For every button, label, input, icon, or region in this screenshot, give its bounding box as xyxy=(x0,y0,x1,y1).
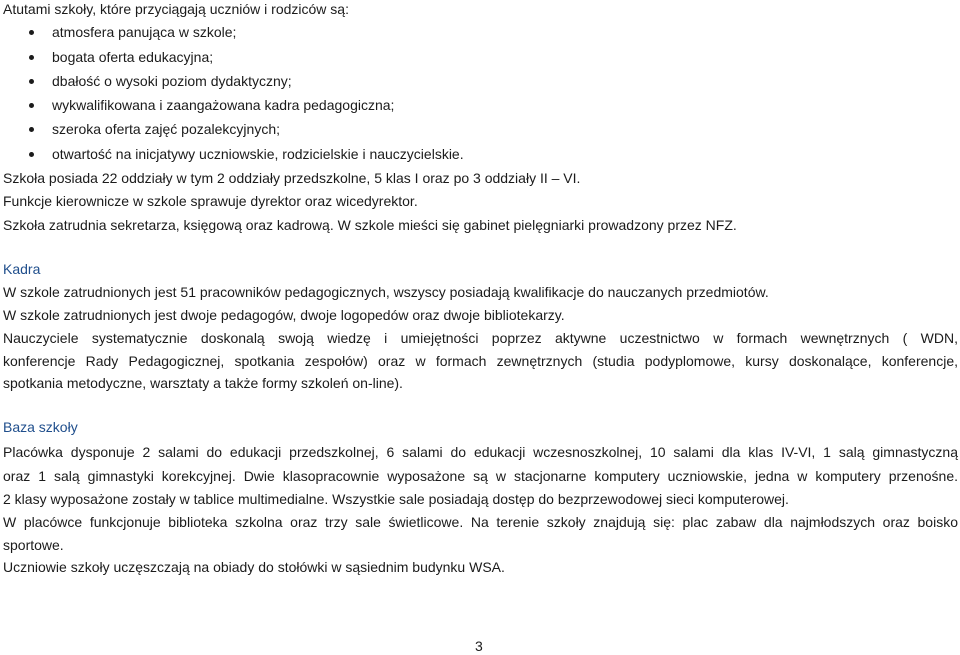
section-heading-baza: Baza szkoły xyxy=(3,419,78,435)
bullet-icon xyxy=(29,152,34,157)
bullet-icon xyxy=(29,127,34,132)
baza-line: 2 klasy wyposażone zostały w tablice multimedialne. Wszystkie sale posiadają dostęp do bezprzewodowej sieci komputerowej. xyxy=(3,491,789,507)
bullet-icon xyxy=(29,79,34,84)
baza-line: oraz 1 salą gimnastyki korekcyjnej. Dwie klasopracownie wyposażone są w stacjonarne komputery uczniowskie, jedna w komputery przenośne. xyxy=(3,468,958,484)
kadra-line: spotkania metodyczne, warsztaty a także formy szkoleń on-line). xyxy=(3,375,403,391)
bullet-icon xyxy=(29,30,34,35)
bullet-icon xyxy=(29,55,34,60)
kadra-line: konferencje Rady Pedagogicznej, spotkania zespołów) oraz w formach zewnętrznych (studia podyplomowe, kursy doskonalące, konferencje, xyxy=(3,353,958,369)
school-info-line: Szkoła posiada 22 oddziały w tym 2 oddziały przedszkolne, 5 klas I oraz po 3 oddziały II – VI. xyxy=(3,170,581,186)
kadra-line: W szkole zatrudnionych jest dwoje pedagogów, dwoje logopedów oraz dwoje bibliotekarzy. xyxy=(3,307,565,323)
baza-line: sportowe. xyxy=(3,537,64,553)
page-number: 3 xyxy=(475,638,483,654)
school-info-line: Funkcje kierownicze w szkole sprawuje dyrektor oraz wicedyrektor. xyxy=(3,193,418,209)
baza-line: W placówce funkcjonuje biblioteka szkolna oraz trzy sale świetlicowe. Na terenie szkoły znajdują się: plac zabaw dla najmłodszych oraz boisko xyxy=(3,514,958,530)
kadra-line: W szkole zatrudnionych jest 51 pracowników pedagogicznych, wszyscy posiadają kwalifikacje do nauczanych przedmiotów. xyxy=(3,284,769,300)
baza-line: Placówka dysponuje 2 salami do edukacji przedszkolnej, 6 salami do edukacji wczesnoszkolnej, 10 salami dla klas IV-VI, 1 salą gimnastyczną xyxy=(3,444,958,460)
baza-line: Uczniowie szkoły uczęszczają na obiady do stołówki w sąsiednim budynku WSA. xyxy=(3,559,505,575)
intro-text: Atutami szkoły, które przyciągają uczniów i rodziców są: xyxy=(3,1,349,17)
kadra-line: Nauczyciele systematycznie doskonalą swoją wiedzę i umiejętności poprzez aktywne uczestnictwo w formach wewnętrznych ( WDN, xyxy=(3,330,958,346)
section-heading-kadra: Kadra xyxy=(3,261,41,277)
bullet-icon xyxy=(29,103,34,108)
school-info-line: Szkoła zatrudnia sekretarza, księgową oraz kadrową. W szkole mieści się gabinet pielęgniarki prowadzony przez NFZ. xyxy=(3,217,737,233)
